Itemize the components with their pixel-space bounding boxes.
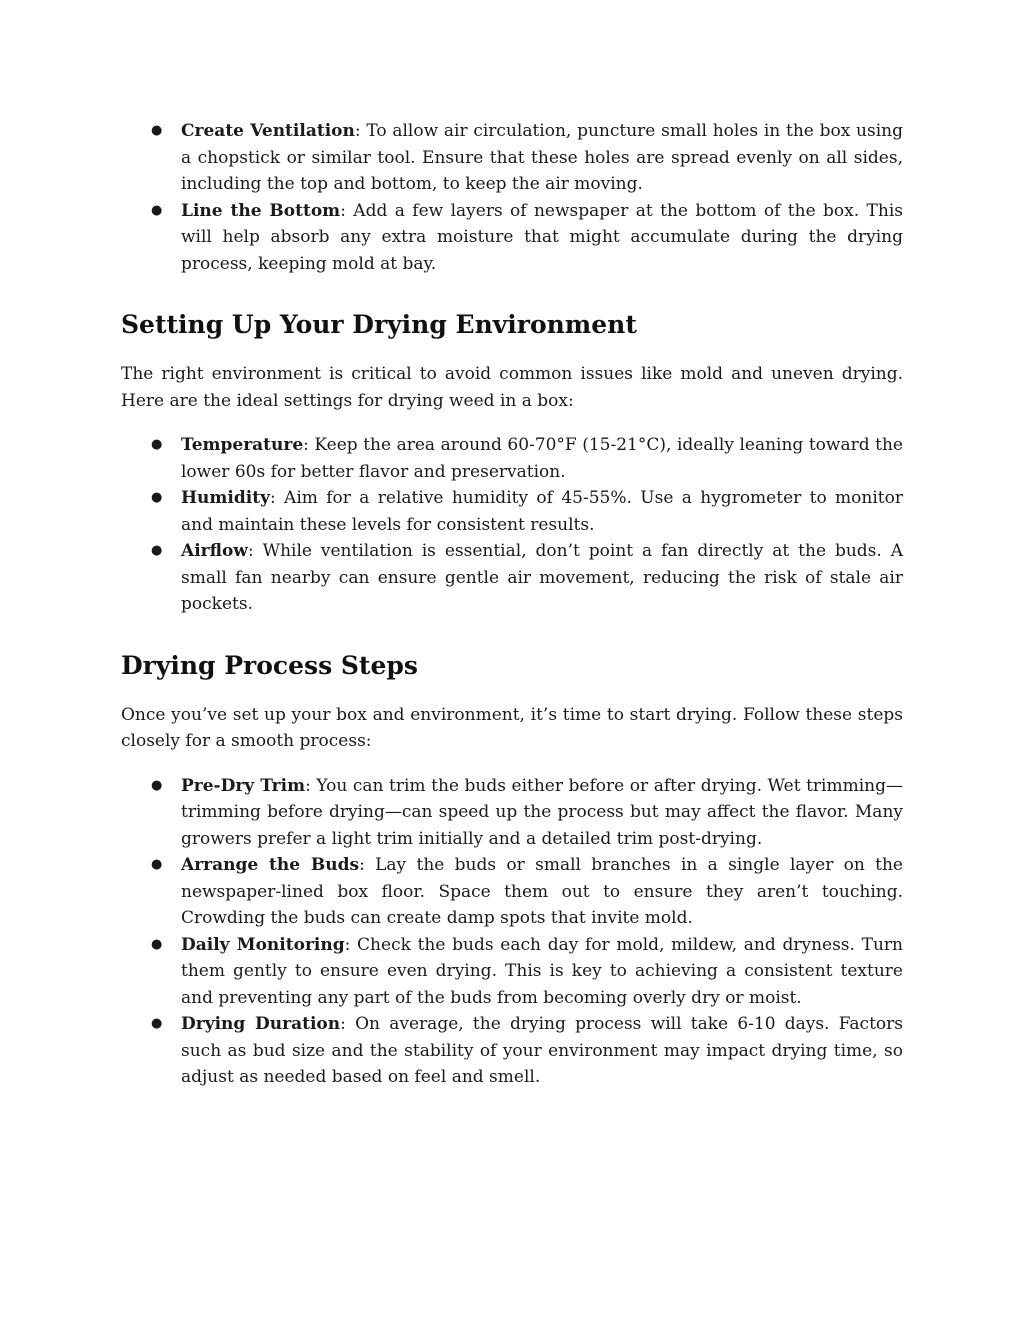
item-term: Create Ventilation <box>181 121 355 141</box>
bullet-icon: ● <box>151 777 163 793</box>
bullet-icon: ● <box>151 202 163 218</box>
item-text: : To allow air circulation, puncture small holes in the box using a chopstick or similar tool. Ensure that these holes are spread evenly on all sides, including the top and bottom, to keep the air moving. <box>181 121 903 194</box>
bullet-icon: ● <box>151 1016 163 1031</box>
list-item <box>121 932 903 1012</box>
item-term: Line the Bottom <box>181 200 341 221</box>
item-term: Arrange the Buds <box>181 855 360 875</box>
item-text: : On average, the drying process will take 6-10 days. Factors such as bud size and the stability of your environment may impact drying time, so adjust as needed based on feel and smell. <box>181 1014 903 1087</box>
section-heading-environment: Setting Up Your Drying Environment <box>121 310 637 339</box>
document-content <box>121 118 903 1091</box>
process-bullet-list <box>121 773 903 1091</box>
bullet-icon: ● <box>151 490 163 505</box>
item-text: : Add a few layers of newspaper at the bottom of the box. This will help absorb any extra moisture that might accumulate during the drying process, keeping mold at bay. <box>181 200 903 274</box>
section-paragraph-environment: The right environment is critical to avoid common issues like mold and uneven drying. Here are the ideal settings for drying weed in a box: <box>121 364 903 411</box>
bullet-icon: ● <box>151 936 163 952</box>
list-item <box>121 773 903 853</box>
bullet-icon: ● <box>151 543 163 558</box>
list-item <box>121 1011 903 1091</box>
list-item <box>121 118 903 198</box>
section-paragraph-process: Once you’ve set up your box and environment, it’s time to start drying. Follow these steps closely for a smooth process: <box>121 704 903 751</box>
environment-bullet-list <box>121 432 903 618</box>
item-term: Drying Duration <box>181 1014 341 1034</box>
item-text: : You can trim the buds either before or after drying. Wet trimming—trimming before drying—can speed up the process but may affect the flavor. Many growers prefer a light trim initially and a detailed trim post-drying. <box>181 775 903 849</box>
item-text: : Keep the area around 60-70°F (15-21°C), ideally leaning toward the lower 60s for better flavor and preservation. <box>181 435 903 482</box>
intro-bullet-list <box>121 118 903 277</box>
item-term: Daily Monitoring <box>181 934 345 955</box>
item-text: : While ventilation is essential, don’t point a fan directly at the buds. A small fan nearby can ensure gentle air movement, reducing the risk of stale air pockets. <box>181 541 903 614</box>
list-item <box>121 198 903 278</box>
bullet-icon: ● <box>151 857 163 872</box>
item-text: : Aim for a relative humidity of 45-55%. Use a hygrometer to monitor and maintain these levels for consistent results. <box>181 488 903 535</box>
list-item <box>121 432 903 485</box>
item-term: Pre-Dry Trim <box>181 775 306 796</box>
bullet-icon: ● <box>151 123 163 138</box>
item-term: Humidity <box>181 488 270 508</box>
list-item <box>121 538 903 618</box>
bullet-icon: ● <box>151 437 163 452</box>
item-text: : Lay the buds or small branches in a single layer on the newspaper-lined box floor. Space them out to ensure they aren’t touching. Crowding the buds can create damp spots that invite mold. <box>181 855 903 928</box>
list-item <box>121 852 903 932</box>
item-text: : Check the buds each day for mold, mildew, and dryness. Turn them gently to ensure even drying. This is key to achieving a consistent texture and preventing any part of the buds from becoming overly dry or moist. <box>181 934 904 1008</box>
section-heading-process: Drying Process Steps <box>121 650 418 680</box>
item-term: Airflow <box>181 541 248 561</box>
list-item <box>121 485 903 538</box>
item-term: Temperature <box>181 435 304 455</box>
